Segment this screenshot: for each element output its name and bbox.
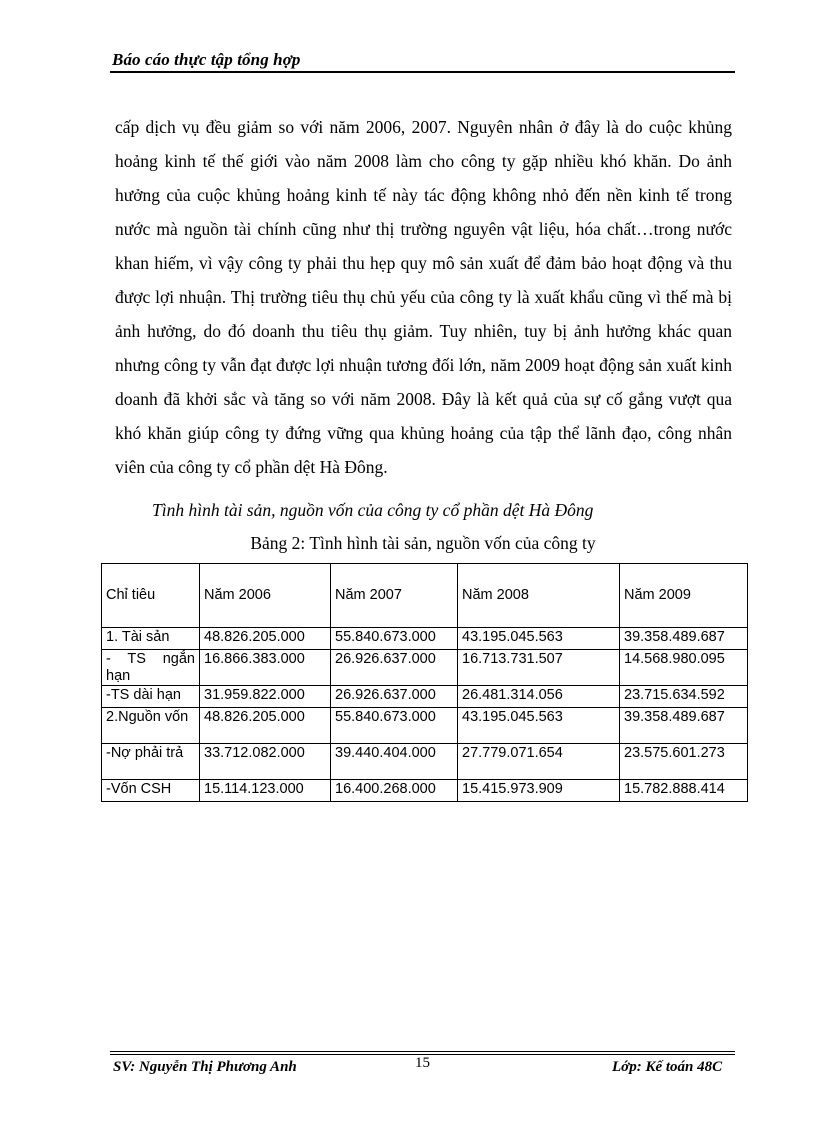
table-cell: 39.358.489.687	[620, 708, 748, 744]
table-row	[102, 708, 748, 744]
table-cell: 16.866.383.000	[200, 650, 331, 686]
header-cell-indicator: Chỉ tiêu	[102, 564, 200, 628]
table-cell: 43.195.045.563	[458, 708, 620, 744]
page-number: 15	[415, 1055, 430, 1071]
footer-divider	[110, 1051, 735, 1052]
header-cell-2008: Năm 2008	[458, 564, 620, 628]
table-cell: 26.481.314.056	[458, 686, 620, 708]
table-cell: 26.926.637.000	[331, 686, 458, 708]
table-cell: 27.779.071.654	[458, 744, 620, 780]
table-cell: 33.712.082.000	[200, 744, 331, 780]
table-cell: 15.114.123.000	[200, 780, 331, 802]
table-cell: 39.358.489.687	[620, 628, 748, 650]
table-cell: 15.415.973.909	[458, 780, 620, 802]
row-label: -TS dài hạn	[102, 686, 200, 708]
header-cell-2007: Năm 2007	[331, 564, 458, 628]
footer-student-name: SV: Nguyễn Thị Phương Anh	[113, 1059, 297, 1075]
row-label: 2.Nguồn vốn	[102, 708, 200, 744]
footer-class: Lớp: Kế toán 48C	[612, 1059, 723, 1075]
row-label: -Nợ phải trả	[102, 744, 200, 780]
table-cell: 23.575.601.273	[620, 744, 748, 780]
header-title: Báo cáo thực tập tổng hợp	[112, 50, 301, 69]
table-cell: 55.840.673.000	[331, 708, 458, 744]
table-caption-text: Bảng 2: Tình hình tài sản, nguồn vốn của công ty	[250, 533, 596, 553]
table-cell: 48.826.205.000	[200, 708, 331, 744]
table-cell: 55.840.673.000	[331, 628, 458, 650]
row-label: - TS ngắn hạn	[102, 650, 200, 686]
table-cell: 31.959.822.000	[200, 686, 331, 708]
table-row	[102, 744, 748, 780]
table-caption	[0, 533, 816, 554]
table-row	[102, 628, 748, 650]
table-cell: 23.715.634.592	[620, 686, 748, 708]
body-paragraph: cấp dịch vụ đều giảm so với năm 2006, 2007. Nguyên nhân ở đây là do cuộc khủng hoảng kinh tế thế giới vào năm 2008 làm cho công ty gặp nhiều khó khăn. Do ảnh hưởng của cuộc khủng hoảng kinh tế này tác động không nhỏ đến nền kinh tế trong nước mà nguồn tài chính cũng như thị trường nguyên vật liệu, hóa chất…trong nước khan hiếm, vì vậy công ty phải thu hẹp quy mô sản xuất để đảm bảo hoạt động và thu được lợi nhuận. Thị trường tiêu thụ chủ yếu của công ty là xuất khẩu cũng vì thế mà bị ảnh hưởng, do đó doanh thu tiêu thụ giảm. Tuy nhiên, tuy bị ảnh hưởng khác quan nhưng công ty vẫn đạt được lợi nhuận tương đối lớn, năm 2009 hoạt động sản xuất kinh doanh đã khởi sắc và tăng so với năm 2008. Đây là kết quả của sự cố gắng vượt qua khó khăn giúp công ty đứng vững qua khủng hoảng của tập thể lãnh đạo, công nhân viên của công ty cổ phần dệt Hà Đông.	[115, 117, 732, 477]
table-row	[102, 780, 748, 802]
table-header-row	[102, 564, 748, 628]
section-caption: Tình hình tài sản, nguồn vốn của công ty cổ phần dệt Hà Đông	[152, 500, 594, 520]
table-cell: 43.195.045.563	[458, 628, 620, 650]
table-row	[102, 686, 748, 708]
header-cell-2009: Năm 2009	[620, 564, 748, 628]
row-label: 1. Tài sản	[102, 628, 200, 650]
table-cell: 16.400.268.000	[331, 780, 458, 802]
table-cell: 16.713.731.507	[458, 650, 620, 686]
table-cell: 26.926.637.000	[331, 650, 458, 686]
header-cell-2006: Năm 2006	[200, 564, 331, 628]
table-cell: 39.440.404.000	[331, 744, 458, 780]
row-label: -Vốn CSH	[102, 780, 200, 802]
asset-capital-table	[101, 563, 748, 802]
table-cell: 48.826.205.000	[200, 628, 331, 650]
header-divider	[110, 71, 735, 73]
table-cell: 15.782.888.414	[620, 780, 748, 802]
table-row	[102, 650, 748, 686]
table-cell: 14.568.980.095	[620, 650, 748, 686]
